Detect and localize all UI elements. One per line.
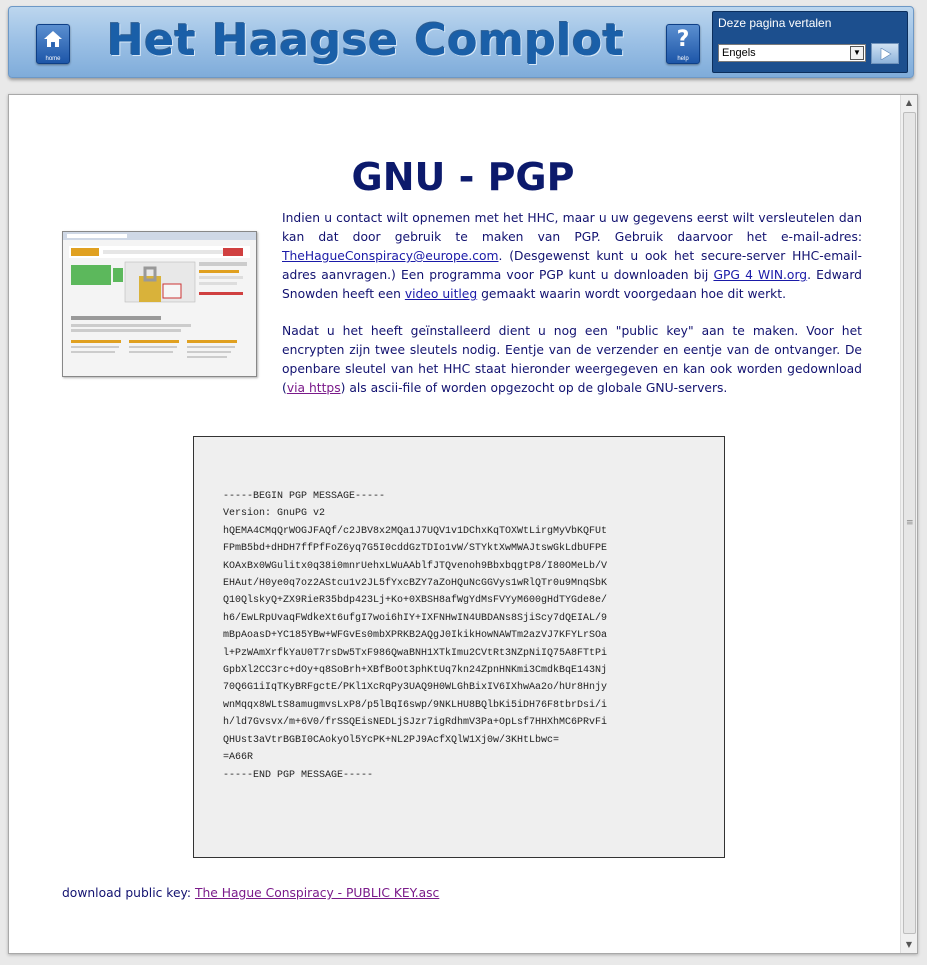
site-title[interactable]: Het Haagse Complot (107, 15, 625, 66)
grip-icon: ≡ (906, 518, 914, 528)
gpg4win-link[interactable]: GPG 4 WIN.org (713, 268, 808, 282)
intro-text-segment: . Edward Snowden heeft een (282, 268, 862, 301)
pgp-message-box (193, 436, 725, 858)
translate-go-button[interactable] (871, 43, 899, 64)
https-download-link[interactable]: via https (286, 381, 341, 395)
intro-paragraph-2 (282, 322, 862, 398)
intro-text-segment: gemaakt waarin wordt voorgedaan hoe dit werkt. (477, 287, 787, 301)
intro-text-segment: Indien u contact wilt opnemen met het HHC, maar u uw gegevens eerst wilt versleutelen dan kan dat door gebruik te maken van PGP. Gebruik daarvoor het e-mail-adres: (282, 211, 862, 244)
email-link[interactable]: TheHagueConspiracy@europe.com (282, 249, 499, 263)
scroll-thumb[interactable] (903, 112, 916, 934)
intro-text-segment: Nadat u het heeft geïnstalleerd dient u nog een "public key" aan te maken. Voor het encrypten zijn twee sleutels nodig. Eentje van de verzender en eentje van de ontvanger. De openbare sleutel van het HHC staat hieronder weergegeven en kan ook worden gedownload ( (282, 324, 862, 395)
intro-text-segment: ) als ascii-file of worden opgezocht op de globale GNU-servers. (340, 381, 728, 395)
website-thumbnail-graphic (63, 232, 256, 376)
content-frame (8, 94, 918, 954)
home-caption: home (45, 56, 61, 62)
download-public-key (62, 886, 439, 900)
page-title: GNU - PGP (351, 155, 575, 199)
video-link[interactable]: video uitleg (404, 287, 478, 301)
pgp-message-text[interactable]: -----BEGIN PGP MESSAGE----- Version: GnuPG v2 hQEMA4CMqQrWOGJFAQf/c2JBV8x2MQa1J7UQV1v1DChxKqTOXWtLirgMyVbKQFUt FPmB5bd+dHDH7ffPfFoZ6yq7G5I0cddGzTDIo1vW/STYktXwMWAJtswGkLdbUFPE KOAxBx0WGulitx0q38i0mnrUehxLWuAAblfJTQvenoh9BbxbqgtP8/I80OMeLb/V EHAut/H0ye0q7oz2AStcu1v2JL5fYxcBZY7aZoHQuNcGGVys1wRlQTr0u9MnqSbK Q10QlskyQ+ZX9RieR35bdp423Lj+Ko+0XBSH8afWgYdMsFVYyM600gHdTYGde8e/ h6/EwLRpUvaqFWdkeXt6ufgI7woi6hIY+IXFNHwIN4UBDANs8SjiScy7dQEIAL/9 mBpAoasD+YC185YBw+WFGvEs0mbXPRKB2AQgJ0IkikHowNAWTm2azVJ7KFYLrSOa l+PzWAmXrfkYaU0T7rsDw5TxF986QwaBNH1XTkImu2CVtRt3NZpNiIQ75A8FTtPi GpbXl2CC3rc+dOy+q8SoBrh+XBfBoOt3phKtUq7kn24ZpnHNKmi3CmdkBqE143Nj 70Q6G1iIqTKyBRFgctE/PKl1XcRqPy3UAQ9H0WLGhBixIV6IXhwAa2o/hUr8Hnjy wnMqqx8WLtS8amugmvsLxP8/p5lBqI6swp/9NKLHU8BQlbKi5iDH76F8tbrDsi/i h/ld7Gvsvx/m+6V0/frSSQEisNEDLjSJzr7igRdhmV3Pa+OpLsf7HHXhMC6PRvFi QHUst3aVtrBGBI0CAokyOl5YcPK+NL2PJ9AcfXQlW1Xj0w/3KHtLbwc= =A66R -----END PGP MESSAGE----- (223, 491, 608, 781)
translate-widget (712, 11, 908, 73)
intro-text-segment: . (Desgewenst kunt u ook het secure-server HHC-email-adres aanvragen.) Een programma voor PGP kunt u downloaden bij (282, 249, 862, 282)
scroll-up-icon[interactable]: ▲ (905, 98, 913, 107)
vertical-scrollbar[interactable] (900, 95, 917, 953)
home-button[interactable] (36, 24, 70, 64)
translate-label: Deze pagina vertalen (718, 16, 832, 30)
play-arrow-icon (880, 48, 892, 60)
header-banner (8, 6, 914, 78)
help-caption: help (677, 56, 689, 62)
language-selected-value: Engels (722, 47, 756, 59)
intro-paragraph-1 (282, 209, 862, 304)
gpg4win-screenshot-image (62, 231, 257, 377)
chevron-down-icon[interactable]: ▼ (850, 46, 864, 60)
help-icon: ? (676, 27, 690, 52)
help-button[interactable] (666, 24, 700, 64)
public-key-download-link[interactable]: The Hague Conspiracy - PUBLIC KEY.asc (194, 886, 440, 900)
scroll-down-icon[interactable]: ▼ (905, 940, 913, 949)
download-label: download public key: (62, 886, 195, 900)
intro-text (282, 209, 862, 398)
home-icon (44, 31, 62, 47)
language-select[interactable] (718, 44, 866, 62)
